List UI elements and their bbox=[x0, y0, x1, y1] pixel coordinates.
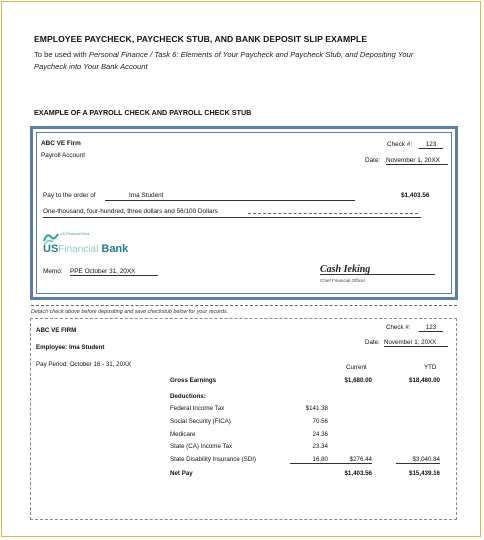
stub-deduction-name: Medicare bbox=[170, 431, 196, 438]
stub-deduction-name: State (CA) Income Tax bbox=[170, 443, 233, 450]
amount-words-underline bbox=[43, 217, 421, 218]
bank-logo bbox=[43, 243, 128, 255]
stub-deduction-amount: 16.80 bbox=[290, 456, 328, 464]
signer-title: Chief Financial Officer bbox=[320, 278, 366, 283]
stub-deduction-name: Social Security (FICA) bbox=[170, 418, 231, 425]
check-amount: $1,403.56 bbox=[401, 192, 430, 199]
stub-deduction-name: State Disability Insurance (SDI) bbox=[170, 456, 256, 463]
stub-net-ytd: $15,439.16 bbox=[409, 470, 440, 477]
signature: Cash Ieking bbox=[320, 264, 371, 275]
check-date-value: November 1, 20XX bbox=[386, 157, 448, 165]
check-account-name: Payroll Account bbox=[41, 152, 86, 159]
stub-employee-label: Employee: bbox=[36, 344, 68, 351]
stub-gross-ytd: $18,480.00 bbox=[409, 377, 440, 384]
stub-deduction-amount: 70.56 bbox=[312, 418, 328, 425]
stub-check-number: 123 bbox=[419, 324, 443, 332]
signature-line bbox=[320, 274, 435, 275]
stub-firm-name: ABC VE FIRM bbox=[36, 327, 77, 334]
bank-middle: Financial bbox=[58, 244, 99, 255]
stub-deductions-total-ytd: $3,040.84 bbox=[396, 456, 440, 464]
stub-deduction-amount: 24.36 bbox=[312, 431, 328, 438]
memo-label: Memo: bbox=[43, 268, 63, 275]
stub-gross-label: Gross Earnings bbox=[170, 377, 217, 384]
pay-to-label: Pay to the order of bbox=[43, 192, 96, 199]
stub-date-value: November 1, 20XX bbox=[384, 339, 448, 347]
bank-logo-small-text: US Financial Bank bbox=[60, 232, 90, 236]
check-firm-name: ABC VE Firm bbox=[41, 140, 81, 147]
check-number-label: Check #: bbox=[387, 141, 413, 148]
document-subtitle-line1 bbox=[34, 50, 413, 59]
document-subtitle-line2 bbox=[34, 62, 148, 71]
stub-employee-row bbox=[36, 344, 104, 351]
stub-deductions-label: Deductions: bbox=[170, 393, 206, 400]
stub-col-ytd: YTD bbox=[424, 364, 437, 371]
stub-date-label: Date: bbox=[365, 339, 380, 346]
bank-suffix: Bank bbox=[101, 243, 129, 255]
detach-note: Detach check above before depositing and save checkstub below for your records. bbox=[31, 309, 229, 315]
stub-deduction-name: Federal Income Tax bbox=[170, 405, 225, 412]
detach-line bbox=[31, 305, 457, 306]
stub-check-label: Check #: bbox=[386, 324, 411, 331]
stub-col-current: Current bbox=[346, 364, 367, 371]
stub-employee-name: Ima Student bbox=[69, 344, 105, 351]
section-title: EXAMPLE OF A PAYROLL CHECK AND PAYROLL CHECK STUB bbox=[34, 108, 252, 117]
stub-pay-period bbox=[36, 361, 131, 368]
stub-net-label: Net Pay bbox=[170, 470, 193, 477]
amount-words-dash-fill bbox=[248, 213, 418, 214]
stub-deduction-amount: 23.34 bbox=[312, 443, 328, 450]
bank-prefix: US bbox=[43, 243, 59, 255]
payee-name: Ima Student bbox=[129, 192, 164, 199]
stub-deductions-total-current: $276.44 bbox=[326, 456, 372, 464]
document-title: EMPLOYEE PAYCHECK, PAYCHECK STUB, AND BANK DEPOSIT SLIP EXAMPLE bbox=[34, 34, 368, 44]
subtitle-italic-line2: Paycheck into Your Bank Account bbox=[34, 62, 148, 71]
memo-value: PPE October 31, 20XX bbox=[70, 268, 158, 276]
amount-in-words: One-thousand, four-hundred, three dollars and 56/100 Dollars bbox=[43, 208, 218, 215]
subtitle-prefix: To be used with bbox=[34, 50, 89, 59]
payee-line bbox=[105, 192, 355, 201]
stub-pay-period-value: October 16 - 31, 20XX bbox=[69, 361, 132, 368]
stub-net-current: $1,403.56 bbox=[344, 470, 372, 477]
stub-deduction-amount: $141.38 bbox=[305, 405, 328, 412]
stub-gross-current: $1,680.00 bbox=[344, 377, 372, 384]
check-number-value: 123 bbox=[419, 141, 443, 149]
subtitle-italic: Personal Finance / Task 6: Elements of Your Paycheck and Paycheck Stub, and Depositing Your bbox=[88, 50, 414, 59]
stub-pay-period-label: Pay Period: bbox=[36, 361, 68, 368]
check-date-label: Date: bbox=[365, 157, 381, 164]
